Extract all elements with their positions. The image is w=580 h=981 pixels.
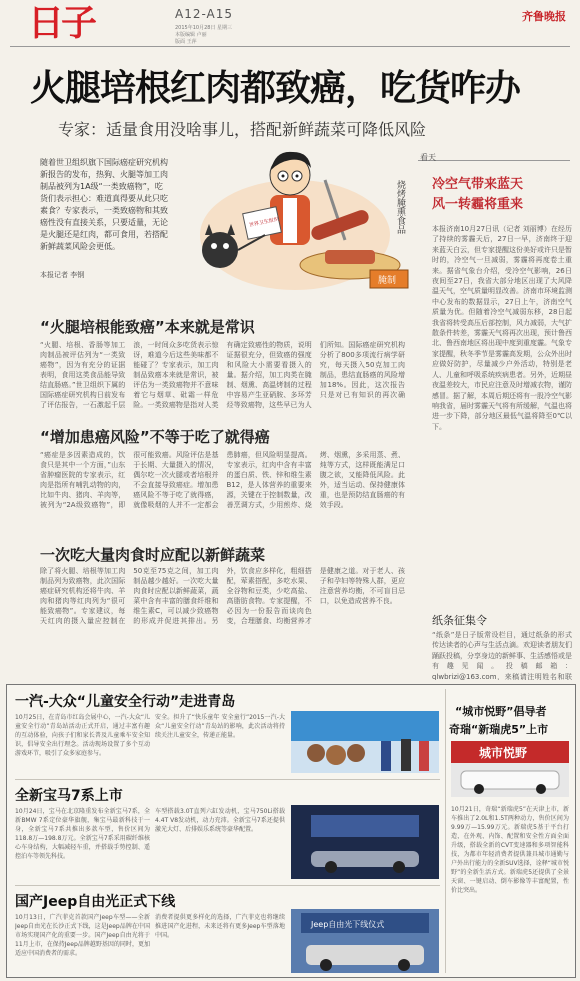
ad-photo-3 <box>291 909 439 973</box>
ad-text-1: 10月25日，在青岛市红岛会展中心，一汽-大众“儿童安全行动”青岛站活动正式开启，通过丰富有趣的互动体验，向孩子们和家长普及儿童乘车安全知识，倡导安全出行理念。活动现场设置了多个互动游戏环节，吸引了众多家庭参与。 <box>15 714 150 757</box>
ad-photo-4 <box>451 741 569 797</box>
section-body-1: “火腿、培根、香肠等加工肉制品被评估列为“一类致癌物”，因为有充分的证据表明，食用这类食品能导致结直肠癌。”世卫组织下属的国际癌症研究机构日前发布了评估报告，一石激起千层浪，一时间众多吃货表示惊讶，难道今后这些美味都不能碰了？专家表示，加工肉制品致癌本来就是常识，被评估为一类致癌物并不意味着它与烟草、砒霜一样危险。一类致癌物是指对人类有确定致癌性的物质，说明证据很充分，但致癌的强度和风险大小需要看摄入的量。据介绍，加工肉类在腌制、烟熏、高温烤制的过程中容易产生亚硝胺、多环芳烃等致癌物，这些早已为人们所知。国际癌症研究机构分析了800多项流行病学研究，每天摄入50克加工肉制品，患结直肠癌的风险增加18%。因此，这次报告只是对已有知识的再次确 <box>40 341 405 409</box>
ad-text-3b: 消费者提供更多样化的选择，广汽菲克也将继续推进国产化进程，未来还将有更多Jeep车型落地中国。 <box>155 914 285 939</box>
right-col-rule <box>418 160 570 161</box>
right-col-body: 本报济南10月27日讯（记者 刘丽博）在经历了持续的雾霾天后，27日一早，济南终于迎来蓝天白云，但专家提醒这份美好或许只是暂时的，冷空气一旦减弱，雾霾将再度卷土重来。据省气象台介绍，受冷空气影响，26日夜间至27日，我省大部分地区出现了大风降温天气，空气质量明显改善。济南市环境监测中心发布的数据显示，27日上午，济南空气质量为优。但随着冷空气减弱东移，28日起我省将转受高压后部控制，风力减弱，大气扩散条件转差，雾霾天气将再次出现，预计鲁西北、鲁西南地区将出现中度到重度霾。气象专家提醒，秋冬季节是雾霾高发期，公众外出时应做好防护，尽量减少户外活动，特别是老人、儿童和呼吸系统疾病患者。另外，近期昼夜温差较大，市民应注意及时增减衣物，谨防感冒。据了解，本周后期还将有一股冷空气影响我省，届时雾霾天气将有所缓解，气温也将进一步下降，部分地区最低气温将降至0℃以下。 <box>432 225 572 431</box>
lead-intro: 随着世卫组织旗下国际癌症研究机构新报告的发布，热狗、火腿等加工肉制品被列为1A级“一类致癌物”，吃货们表示担心：难道真得要从此只吃素食？专家表示，一类致癌物和其致癌性没有直接关系，只要适量，无论是火腿还是红肉，都可食用，若搭配新鲜蔬菜风险会更低。 <box>40 158 168 251</box>
ad-photo-4-banner: 城市悦野 <box>479 746 528 760</box>
ad-photo-3-caption: Jeep自由光下线仪式 <box>311 920 385 929</box>
paper-name: 齐鲁晚报 <box>522 10 566 23</box>
right-col-body-2: “纸条”是日子版常设栏目，通过纸条的形式传达读者的心声与生活点滴。欢迎读者朋友们踊跃投稿，分享身边的新鲜事、生活感悟或是有趣见闻。投稿邮箱：qlwbrizi@163.com，来稿请注明姓名和联 <box>432 631 572 680</box>
dateline <box>175 25 232 46</box>
ad-right-title-2: 奇瑞“新瑞虎5”上市 <box>449 723 549 736</box>
page-range: A12-A15 <box>175 7 234 21</box>
date-line-3: 版面 王萍 <box>175 39 197 45</box>
ad-photo-2 <box>291 805 439 879</box>
ad-divider-1 <box>15 779 440 780</box>
right-col-tag: 看天 <box>420 153 436 162</box>
date-line-2: 本版编辑 卢丽 <box>175 32 207 38</box>
section-logo: 日子 <box>28 3 95 44</box>
advertorial-box <box>6 684 576 978</box>
byline: 本报记者 李钢 <box>40 271 85 279</box>
ad-text-2b: 车型搭载3.0T直列六缸发动机，宝马750Li搭载4.4T V8发动机，动力充沛。全新宝马7系还提供激光大灯、后排娱乐系统等豪华配置。 <box>155 808 285 833</box>
masthead <box>0 0 580 48</box>
ad-photo-1 <box>291 711 439 773</box>
ad-divider-2 <box>15 885 440 886</box>
ad-title-1: 一汽-大众“儿童安全行动”走进青岛 <box>15 694 236 710</box>
ad-text-2: 10月24日，宝马在北京隆重发布全新宝马7系，全新BMW 7系定位豪华旗舰，集宝马最新科技于一身，全新宝马7系共推出多款车型，售价区间为118.8万—198.8万元。全新宝马7系采用碳纤维核心车身结构，大幅减轻车重，并搭载手势控制、遥控泊车等领先科技。 <box>15 808 150 860</box>
ad-right-text: 10月21日，奇瑞“新瑞虎5”在天津上市，新车推出了2.0L和1.5T两种动力，售价区间为9.99万—15.99万元。新瑞虎5基于平台打造，在外观、内饰、配置和安全性方面全面升级，搭载全新的CVT变速器和多项智能科技，为都市年轻消费者提供兼具城市通勤与户外出行能力的全新SUV选择，诠释“城市悦野”的全新生活方式。新瑞虎5还提供了全景天窗、一键启动、倒车影像等丰富配置，性价比突出。 <box>451 806 569 894</box>
ad-vertical-divider <box>445 689 446 973</box>
section-body-2: “癌症是多因素造成的，饮食只是其中一个方面，”山东省肿瘤医院的专家表示，红肉是指所有哺乳动物的肉，比如牛肉、猪肉、羊肉等，被列为“2A级致癌物”，即很可能致癌。风险评估是基于长期、大量摄入的情况，偶尔吃一次火腿或者培根并不会直接导致癌症。增加患癌风险不等于吃了就得癌，就像吸烟的人并不一定都会患肺癌，但风险明显提高。专家表示，红肉中含有丰富的蛋白质、铁、锌和维生素B12，是人体营养的重要来源，关键在于控制数量，改善烹调方式，少用煎炸、烧烤、烟熏，多采用蒸、煮、炖等方式，这样既能满足口腹之欲，又能降低风险。此外，适当运动、保持健康体重，也是预防结直肠癌的有效手段。 <box>40 451 405 509</box>
side-label: 烧烤腌熏食品 <box>395 180 405 234</box>
cartoon-illustration <box>175 140 425 300</box>
ad-right-title-1: “城市悦野”倡导者 <box>455 705 547 718</box>
section-title-3: 一次吃大量肉食时应配以新鲜蔬菜 <box>40 546 266 564</box>
masthead-rule <box>10 46 570 47</box>
section-title-1: “火腿培根能致癌”本来就是常识 <box>40 318 255 336</box>
right-col-section-title: 纸条征集令 <box>432 614 487 627</box>
ad-text-3: 10月13日，广汽菲克首款国产Jeep车型——全新Jeep自由光在长沙正式下线，这是Jeep品牌在中国市场实现国产化的重要一步。国产Jeep自由光将于11月上市，在保持Jeep品牌越野基因的同时，更加适应中国消费者的需求。 <box>15 914 150 957</box>
lead-headline: 火腿培根红肉都致癌，吃货咋办 <box>30 68 521 109</box>
date-line-1: 2015年10月28日 星期三 <box>175 25 233 31</box>
right-col-headline-2: 风一转霾将重来 <box>432 197 524 212</box>
right-col-headline-1: 冷空气带来蓝天 <box>432 177 524 192</box>
section-body-3: 除了将火腿、培根等加工肉制品列为致癌物，此次国际癌症研究机构还将牛肉、羊肉和猪肉等红肉列为“很可能致癌物”。专家建议，每天红肉的摄入量应控制在50克至75克之间，加工肉制品越少越好。一次吃大量肉食时应配以新鲜蔬菜，蔬菜中含有丰富的膳食纤维和维生素C，可以减少致癌物的形成并促进其排出。另外，饮食应多样化，粗细搭配，荤素搭配，多吃水果、全谷物和豆类，少吃高盐、高脂肪食物。专家提醒，不必因为一份报告而谈肉色变，合理膳食、均衡营养才是健康之道。对于老人、孩子和孕妇等特殊人群，更应注意营养均衡，不可盲目忌口，以免造成营养不良。 <box>40 567 405 625</box>
lead-subhead: 专家：适量食用没啥事儿，搭配新鲜蔬菜可降低风险 <box>58 120 427 139</box>
ad-title-3: 国产Jeep自由光正式下线 <box>15 894 176 910</box>
section-title-2: “增加患癌风险”不等于吃了就得癌 <box>40 428 270 446</box>
ad-text-1b: 安全。担升了“快乐童年 安全童行”2015一汽-大众“儿童安全行动”青岛站的影响，此次活动将持续关注儿童安全，传递正能量。 <box>155 714 285 739</box>
ad-title-2: 全新宝马7系上市 <box>15 788 123 804</box>
book-text: 世界卫生组织 <box>248 216 280 229</box>
sign-text: 腌制 <box>378 276 397 286</box>
